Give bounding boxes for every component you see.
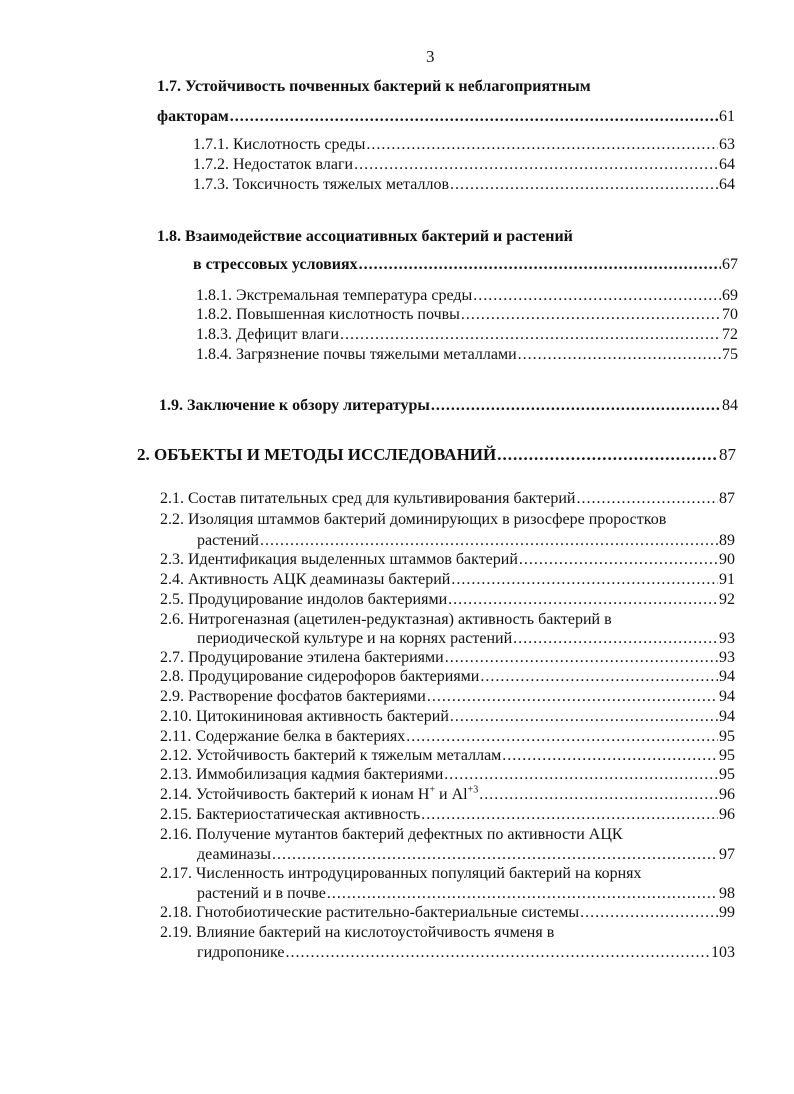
- toc-text-continued: растений: [197, 532, 259, 549]
- toc-page: 94: [719, 708, 735, 725]
- page-number: 3: [426, 47, 435, 66]
- toc-entry: [160, 805, 735, 825]
- toc-text-continued: гидропонике: [197, 944, 285, 961]
- toc-text: 2.7. Продуцирование этилена бактериями: [160, 649, 444, 666]
- leader-dots: [445, 648, 718, 668]
- toc-page: 94: [719, 668, 735, 685]
- toc-entry: [197, 884, 735, 904]
- leader-dots: [518, 345, 721, 365]
- leader-dots: [444, 765, 718, 785]
- leader-dots: [354, 155, 718, 175]
- toc-text: 2.6. Нитрогеназная (ацетилен-редуктазная) активность бактерий в: [160, 611, 612, 628]
- toc-text: 2.11. Содержание белка в бактериях: [160, 728, 406, 745]
- toc-text: 2.12. Устойчивость бактерий к тяжелым металлам: [160, 747, 502, 764]
- toc-page: 75: [722, 346, 738, 363]
- toc-text: 2.17. Численность интродуцированных популяций бактерий на корнях: [160, 865, 642, 882]
- toc-entry: [160, 903, 735, 923]
- toc-entry: [160, 785, 735, 805]
- toc-entry: [160, 510, 735, 530]
- toc-text: 1.7. Устойчивость почвенных бактерий к неблагоприятным: [157, 78, 591, 95]
- toc-text: 2.9. Растворение фосфатов бактериями: [160, 688, 426, 705]
- toc-page: 84: [722, 397, 738, 414]
- toc-text-continued: растений и в почве: [197, 885, 326, 902]
- toc-text: 2.5. Продуцирование индолов бактериями: [160, 591, 448, 608]
- toc-entry: [160, 648, 735, 668]
- toc-page: 96: [719, 786, 735, 803]
- toc-page: 72: [722, 326, 738, 343]
- toc-text: 1.8. Взаимодействие ассоциативных бактерий и растений: [157, 228, 573, 245]
- toc-text: 2.1. Состав питательных сред для культивирования бактерий: [160, 490, 576, 507]
- toc-text: 2.15. Бактериостатическая активность: [160, 806, 421, 823]
- toc-text: 1.7.1. Кислотность среды: [193, 136, 366, 153]
- toc-page: 93: [719, 649, 735, 666]
- toc-text: 2.8. Продуцирование сидерофоров бактериями: [160, 668, 480, 685]
- leader-dots: [285, 943, 710, 963]
- toc-entry: [197, 845, 735, 865]
- leader-dots: [513, 629, 718, 649]
- toc-text-continued: периодической культуре и на корнях растений: [197, 630, 513, 647]
- leader-dots: [519, 550, 718, 570]
- toc-page: 93: [719, 630, 735, 647]
- toc-entry: [197, 629, 735, 649]
- toc-text: 2. ОБЪЕКТЫ И МЕТОДЫ ИССЛЕДОВАНИЙ: [137, 445, 497, 464]
- leader-dots: [272, 845, 718, 865]
- toc-page: 87: [719, 445, 736, 464]
- toc-text: [160, 785, 478, 805]
- leader-dots: [450, 175, 718, 195]
- toc-text: 2.19. Влияние бактерий на кислотоустойчивость ячменя в: [160, 924, 555, 941]
- toc-page: 96: [719, 806, 735, 823]
- toc-text: 2.4. Активность АЦК деаминазы бактерий: [160, 571, 451, 588]
- leader-dots: [327, 884, 718, 904]
- toc-text: 1.7.2. Недостаток влаги: [193, 156, 354, 173]
- toc-page: 97: [719, 846, 735, 863]
- toc-page: 94: [719, 688, 735, 705]
- leader-dots: [450, 707, 718, 727]
- leader-dots: [473, 286, 721, 306]
- leader-dots: [421, 805, 718, 825]
- toc-entry: [160, 923, 735, 943]
- toc-page: 95: [719, 747, 735, 764]
- toc-entry: [197, 943, 735, 963]
- toc-heading-1-8-cont: [193, 255, 738, 275]
- toc-text: 2.18. Гнотобиотические растительно-бактериальные системы: [160, 904, 580, 921]
- leader-dots: [431, 396, 721, 416]
- leader-dots: [448, 590, 718, 610]
- leader-dots: [580, 903, 718, 923]
- toc-entry: [160, 667, 735, 687]
- toc-entry: [160, 489, 735, 509]
- toc-entry: [160, 746, 735, 766]
- leader-dots: [461, 305, 721, 325]
- toc-page: 67: [722, 256, 738, 273]
- leader-dots: [340, 325, 721, 345]
- leader-dots: [260, 531, 718, 551]
- toc-entry: [193, 135, 735, 155]
- toc-text-part: 2.14. Устойчивость бактерий к ионам H: [160, 786, 430, 803]
- toc-text: 2.13. Иммобилизация кадмия бактериями: [160, 766, 444, 783]
- leader-dots: [451, 570, 718, 590]
- toc-heading-1-7-cont: [157, 107, 735, 127]
- toc-text: в стрессовых условиях: [193, 256, 358, 273]
- toc-text: 2.16. Получение мутантов бактерий дефектных по активности АЦК: [160, 826, 623, 843]
- toc-entry: [160, 687, 735, 707]
- toc-entry: [193, 155, 735, 175]
- toc-text-continued: деаминазы: [197, 846, 271, 863]
- toc-page: 89: [719, 532, 735, 549]
- toc-chapter-2: [137, 445, 736, 465]
- toc-page: 103: [711, 944, 735, 961]
- leader-dots: [502, 746, 718, 766]
- toc-page: 64: [719, 156, 735, 173]
- toc-entry: [160, 825, 735, 845]
- toc-text: 1.7.3. Токсичность тяжелых металлов: [193, 176, 450, 193]
- toc-entry: [196, 286, 738, 306]
- toc-heading-1-7: [157, 77, 591, 97]
- toc-entry: [160, 727, 735, 747]
- toc-entry: [160, 610, 735, 630]
- leader-dots: [406, 727, 718, 747]
- toc-text: 2.3. Идентификация выделенных штаммов бактерий: [160, 551, 518, 568]
- toc-text: 1.8.1. Экстремальная температура среды: [196, 287, 473, 304]
- toc-entry: [196, 325, 738, 345]
- toc-text: 1.8.4. Загрязнение почвы тяжелыми металлами: [196, 346, 517, 363]
- toc-text: 1.9. Заключение к обзору литературы: [159, 397, 430, 414]
- toc-text: 2.10. Цитокининовая активность бактерий: [160, 708, 449, 725]
- leader-dots: [480, 667, 718, 687]
- toc-page: 92: [719, 591, 735, 608]
- toc-entry: [160, 864, 735, 884]
- toc-page: 61: [719, 108, 735, 125]
- toc-text: факторам: [157, 108, 229, 125]
- toc-entry: [196, 305, 738, 325]
- toc-text: 1.8.2. Повышенная кислотность почвы: [196, 306, 460, 323]
- toc-entry: [160, 550, 735, 570]
- toc-page: 87: [719, 490, 735, 507]
- toc-page: 64: [719, 176, 735, 193]
- toc-page: 95: [719, 728, 735, 745]
- toc-entry: [160, 707, 735, 727]
- toc-page: 70: [722, 306, 738, 323]
- leader-dots: [576, 489, 718, 509]
- toc-entry: [196, 345, 738, 365]
- toc-page: 98: [719, 885, 735, 902]
- toc-page: 69: [722, 287, 738, 304]
- superscript-charge: +: [429, 784, 436, 796]
- toc-entry: [160, 590, 735, 610]
- toc-text-part: и Al: [435, 786, 468, 803]
- leader-dots: [479, 785, 718, 805]
- toc-entry: [160, 765, 735, 785]
- leader-dots: [230, 107, 718, 127]
- toc-entry: [160, 570, 735, 590]
- leader-dots: [359, 255, 721, 275]
- toc-page: 99: [719, 904, 735, 921]
- toc-page: 63: [719, 136, 735, 153]
- superscript-charge: +3: [467, 784, 479, 796]
- leader-dots: [497, 445, 718, 465]
- toc-entry: [193, 175, 735, 195]
- toc-heading-1-9: [159, 396, 738, 416]
- toc-page: 95: [719, 766, 735, 783]
- leader-dots: [366, 135, 718, 155]
- toc-text: 1.8.3. Дефицит влаги: [196, 326, 340, 343]
- toc-text: 2.2. Изоляция штаммов бактерий доминирующих в ризосфере проростков: [160, 511, 667, 528]
- leader-dots: [427, 687, 718, 707]
- toc-heading-1-8: [157, 227, 573, 247]
- toc-page: 91: [719, 571, 735, 588]
- toc-entry: [197, 531, 735, 551]
- toc-page: 90: [719, 551, 735, 568]
